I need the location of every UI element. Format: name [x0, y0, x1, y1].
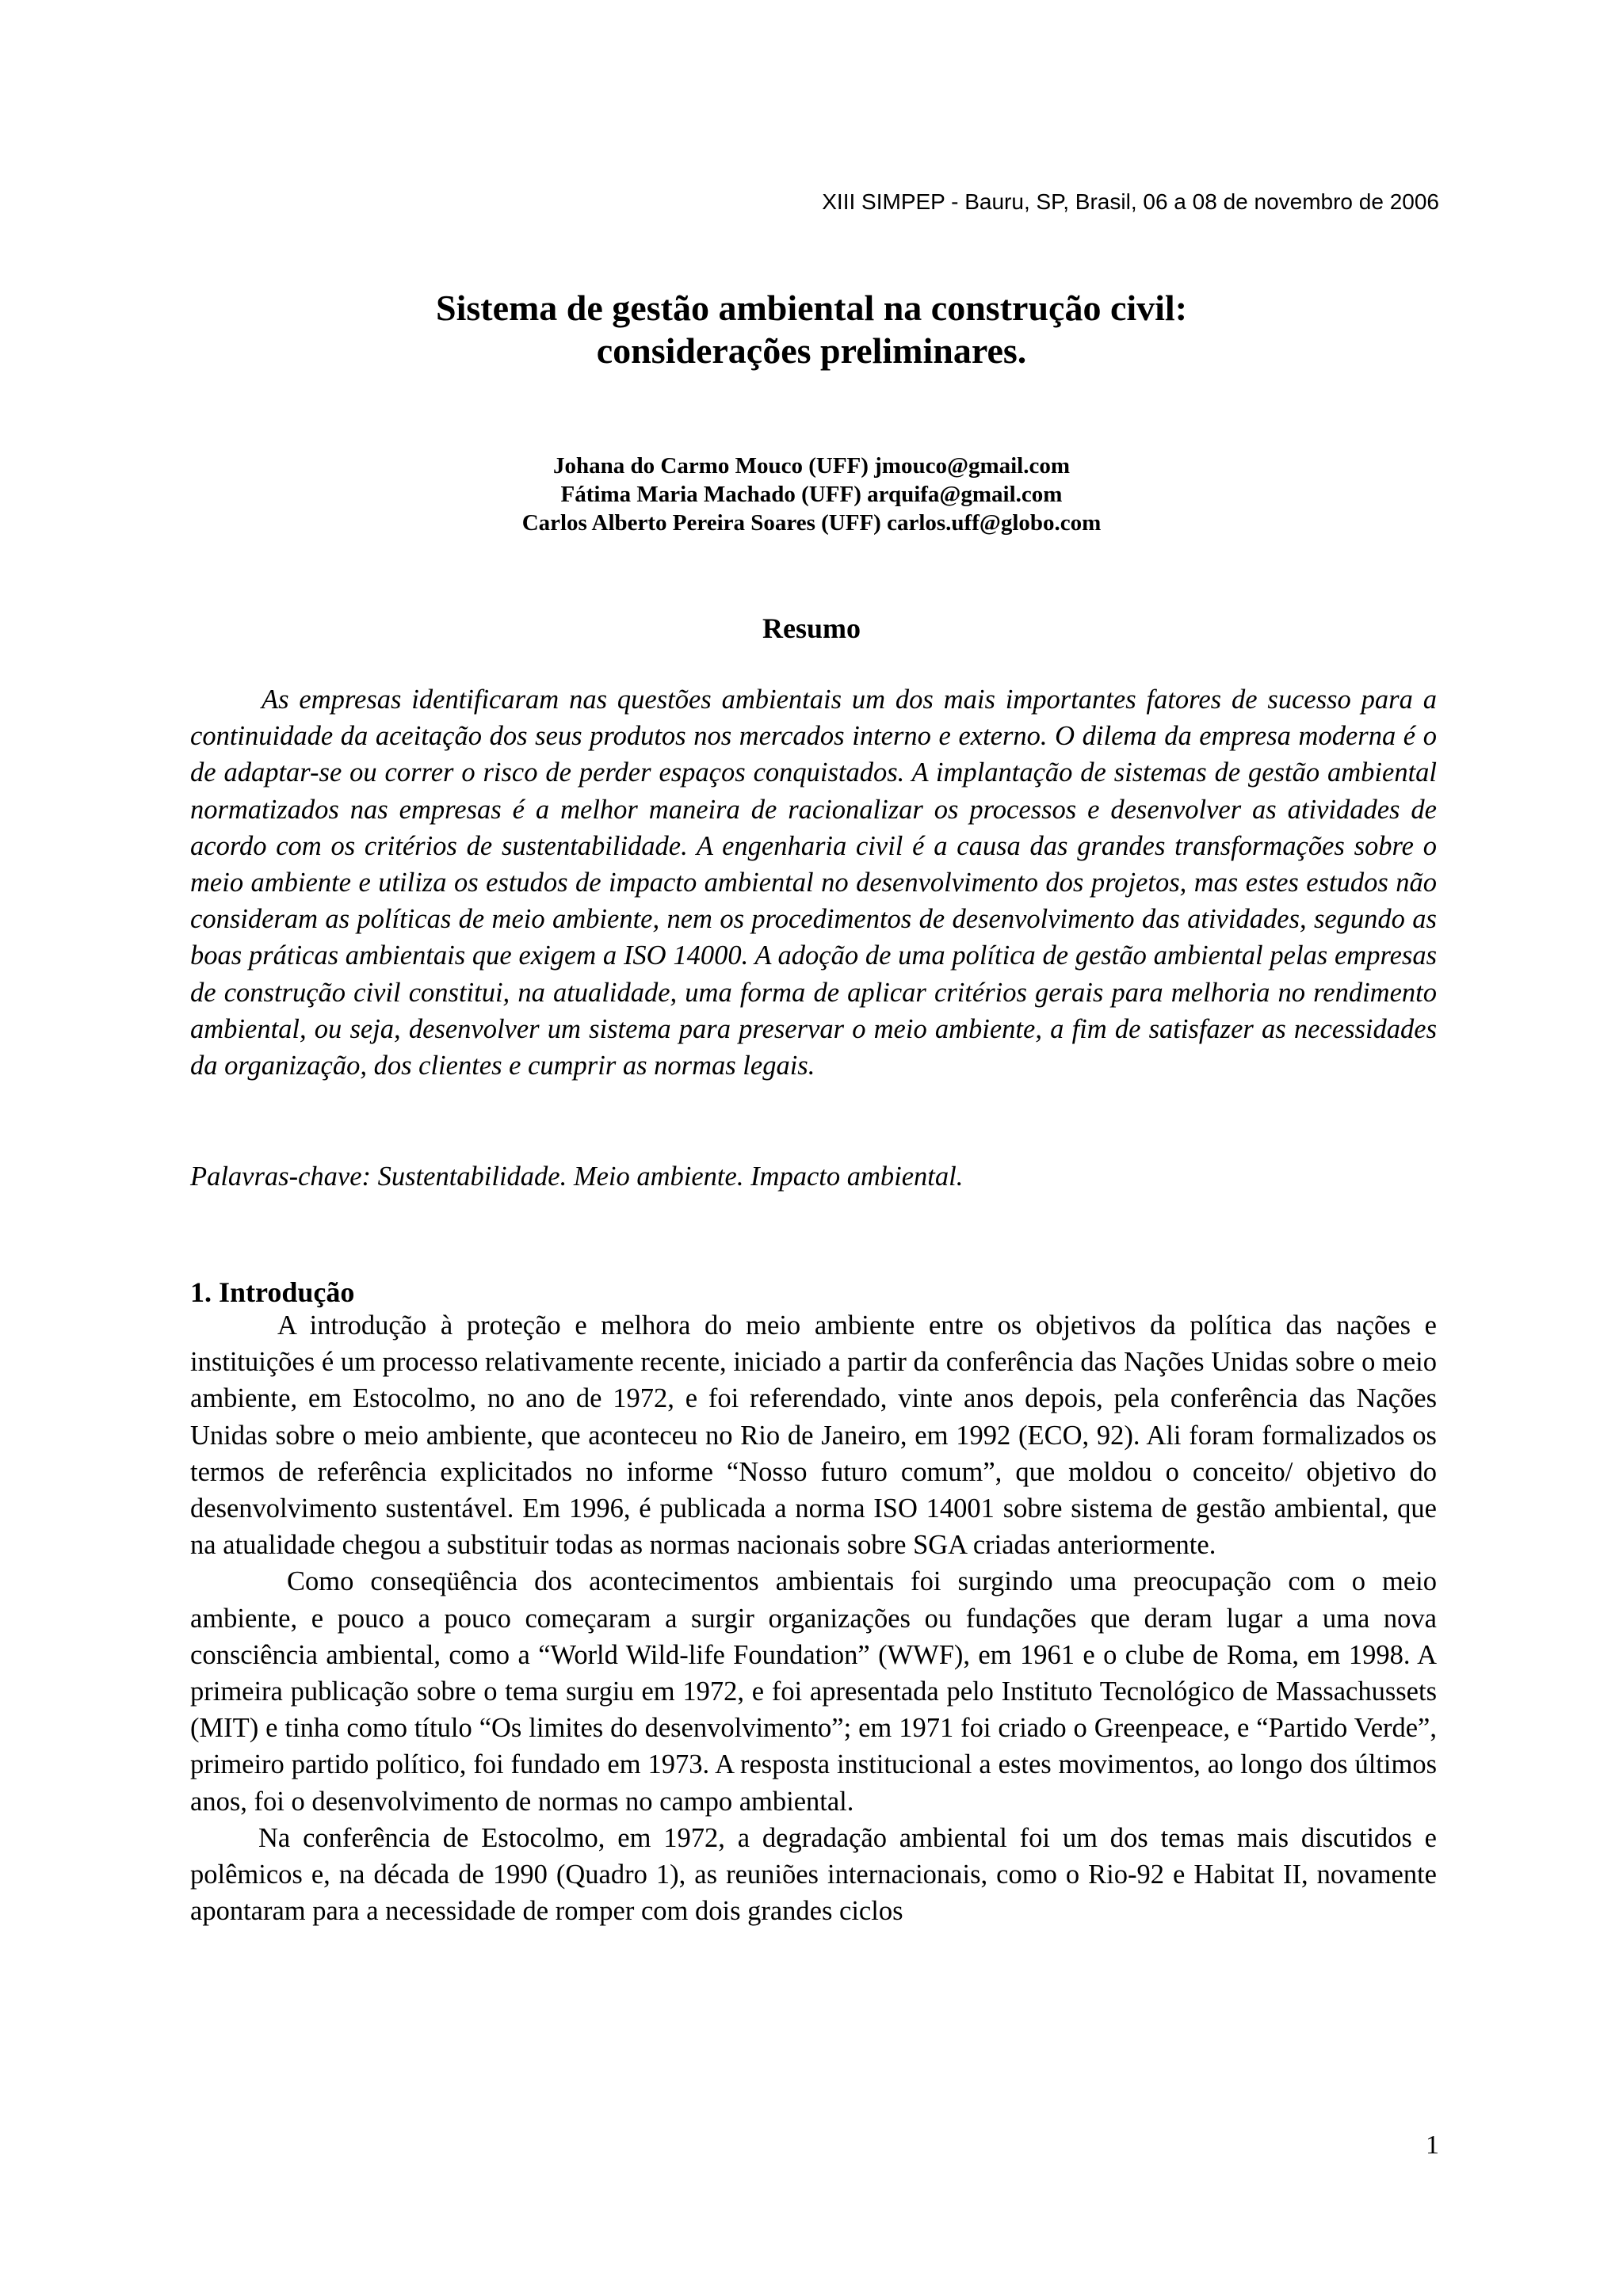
section-heading-introducao: 1. Introdução: [190, 1276, 355, 1308]
paragraph: A introdução à proteção e melhora do meio ambiente entre os objetivos da política das nações e instituições é um processo relativamente recente, iniciado a partir da conferência das Nações Unidas sobre o meio ambiente, em Estocolmo, no ano de 1972, e foi referendado, vinte anos depois, pela conferência das Nações Unidas sobre o meio ambiente, que aconteceu no Rio de Janeiro, em 1992 (ECO, 92). Ali foram formalizados os termos de referência explicitados no informe “Nosso futuro comum”, que moldou o conceito/ objetivo do desenvolvimento sustentável. Em 1996, é publicada a norma ISO 14001 sobre sistema de gestão ambiental, que na atualidade chegou a substituir todas as normas nacionais sobre SGA criadas anteriormente.: [190, 1310, 1437, 1561]
title-line-1: Sistema de gestão ambiental na construção civil:: [435, 288, 1188, 328]
keywords: Palavras-chave: Sustentabilidade. Meio ambiente. Impacto ambiental.: [190, 1161, 964, 1192]
author-list: [0, 452, 1623, 537]
paragraph: Como conseqüência dos acontecimentos ambientais foi surgindo uma preocupação com o meio ambiente, e pouco a pouco começaram a surgir organizações ou fundações que deram lugar a uma nova consciência ambiental, como a “World Wild-life Foundation” (WWF), em 1961 e o clube de Roma, em 1998. A primeira publicação sobre o tema surgiu em 1972, e foi apresentada pelo Instituto Tecnológico de Massachussets (MIT) e tinha como título “Os limites do desenvolvimento”; em 1971 foi criado o Greenpeace, e “Partido Verde”, primeiro partido político, foi fundado em 1973. A resposta institucional a estes movimentos, ao longo dos últimos anos, foi o desenvolvimento de normas no campo ambiental.: [190, 1566, 1437, 1817]
abstract-heading: Resumo: [762, 612, 861, 644]
section-body: [190, 1307, 1437, 1929]
title-line-2: considerações preliminares.: [596, 330, 1027, 371]
page-number: 1: [1426, 2130, 1439, 2160]
paragraph: Na conferência de Estocolmo, em 1972, a degradação ambiental foi um dos temas mais discutidos e polêmicos e, na década de 1990 (Quadro 1), as reuniões internacionais, como o Rio-92 e Habitat II, novamente apontaram para a necessidade de romper com dois grandes ciclos: [190, 1822, 1437, 1927]
author-2: Fátima Maria Machado (UFF) arquifa@gmail.com: [560, 482, 1063, 507]
abstract-text: As empresas identificaram nas questões ambientais um dos mais importantes fatores de sucesso para a continuidade da aceitação dos seus produtos nos mercados interno e externo. O dilema da empresa moderna é o de adaptar-se ou correr o risco de perder espaços conquistados. A implantação de sistemas de gestão ambiental normatizados nas empresas é a melhor maneira de racionalizar os processos e desenvolver as atividades de acordo com os critérios de sustentabilidade. A engenharia civil é a causa das grandes transformações sobre o meio ambiente e utiliza os estudos de impacto ambiental no desenvolvimento dos projetos, mas estes estudos não consideram as políticas de meio ambiente, nem os procedimentos de desenvolvimento das atividades, segundo as boas práticas ambientais que exigem a ISO 14000. A adoção de uma política de gestão ambiental pelas empresas de construção civil constitui, na atualidade, uma forma de aplicar critérios gerais para melhoria no rendimento ambiental, ou seja, desenvolver um sistema para preservar o meio ambiente, a fim de satisfazer as necessidades da organização, dos clientes e cumprir as normas legais.: [190, 685, 1437, 1081]
author-1: Johana do Carmo Mouco (UFF) jmouco@gmail.com: [552, 453, 1070, 479]
paper-title: [0, 287, 1623, 372]
author-3: Carlos Alberto Pereira Soares (UFF) carlos.uff@globo.com: [521, 510, 1102, 536]
conference-header: XIII SIMPEP - Bauru, SP, Brasil, 06 a 08 de novembro de 2006: [822, 189, 1439, 214]
abstract-body: [190, 681, 1437, 1084]
